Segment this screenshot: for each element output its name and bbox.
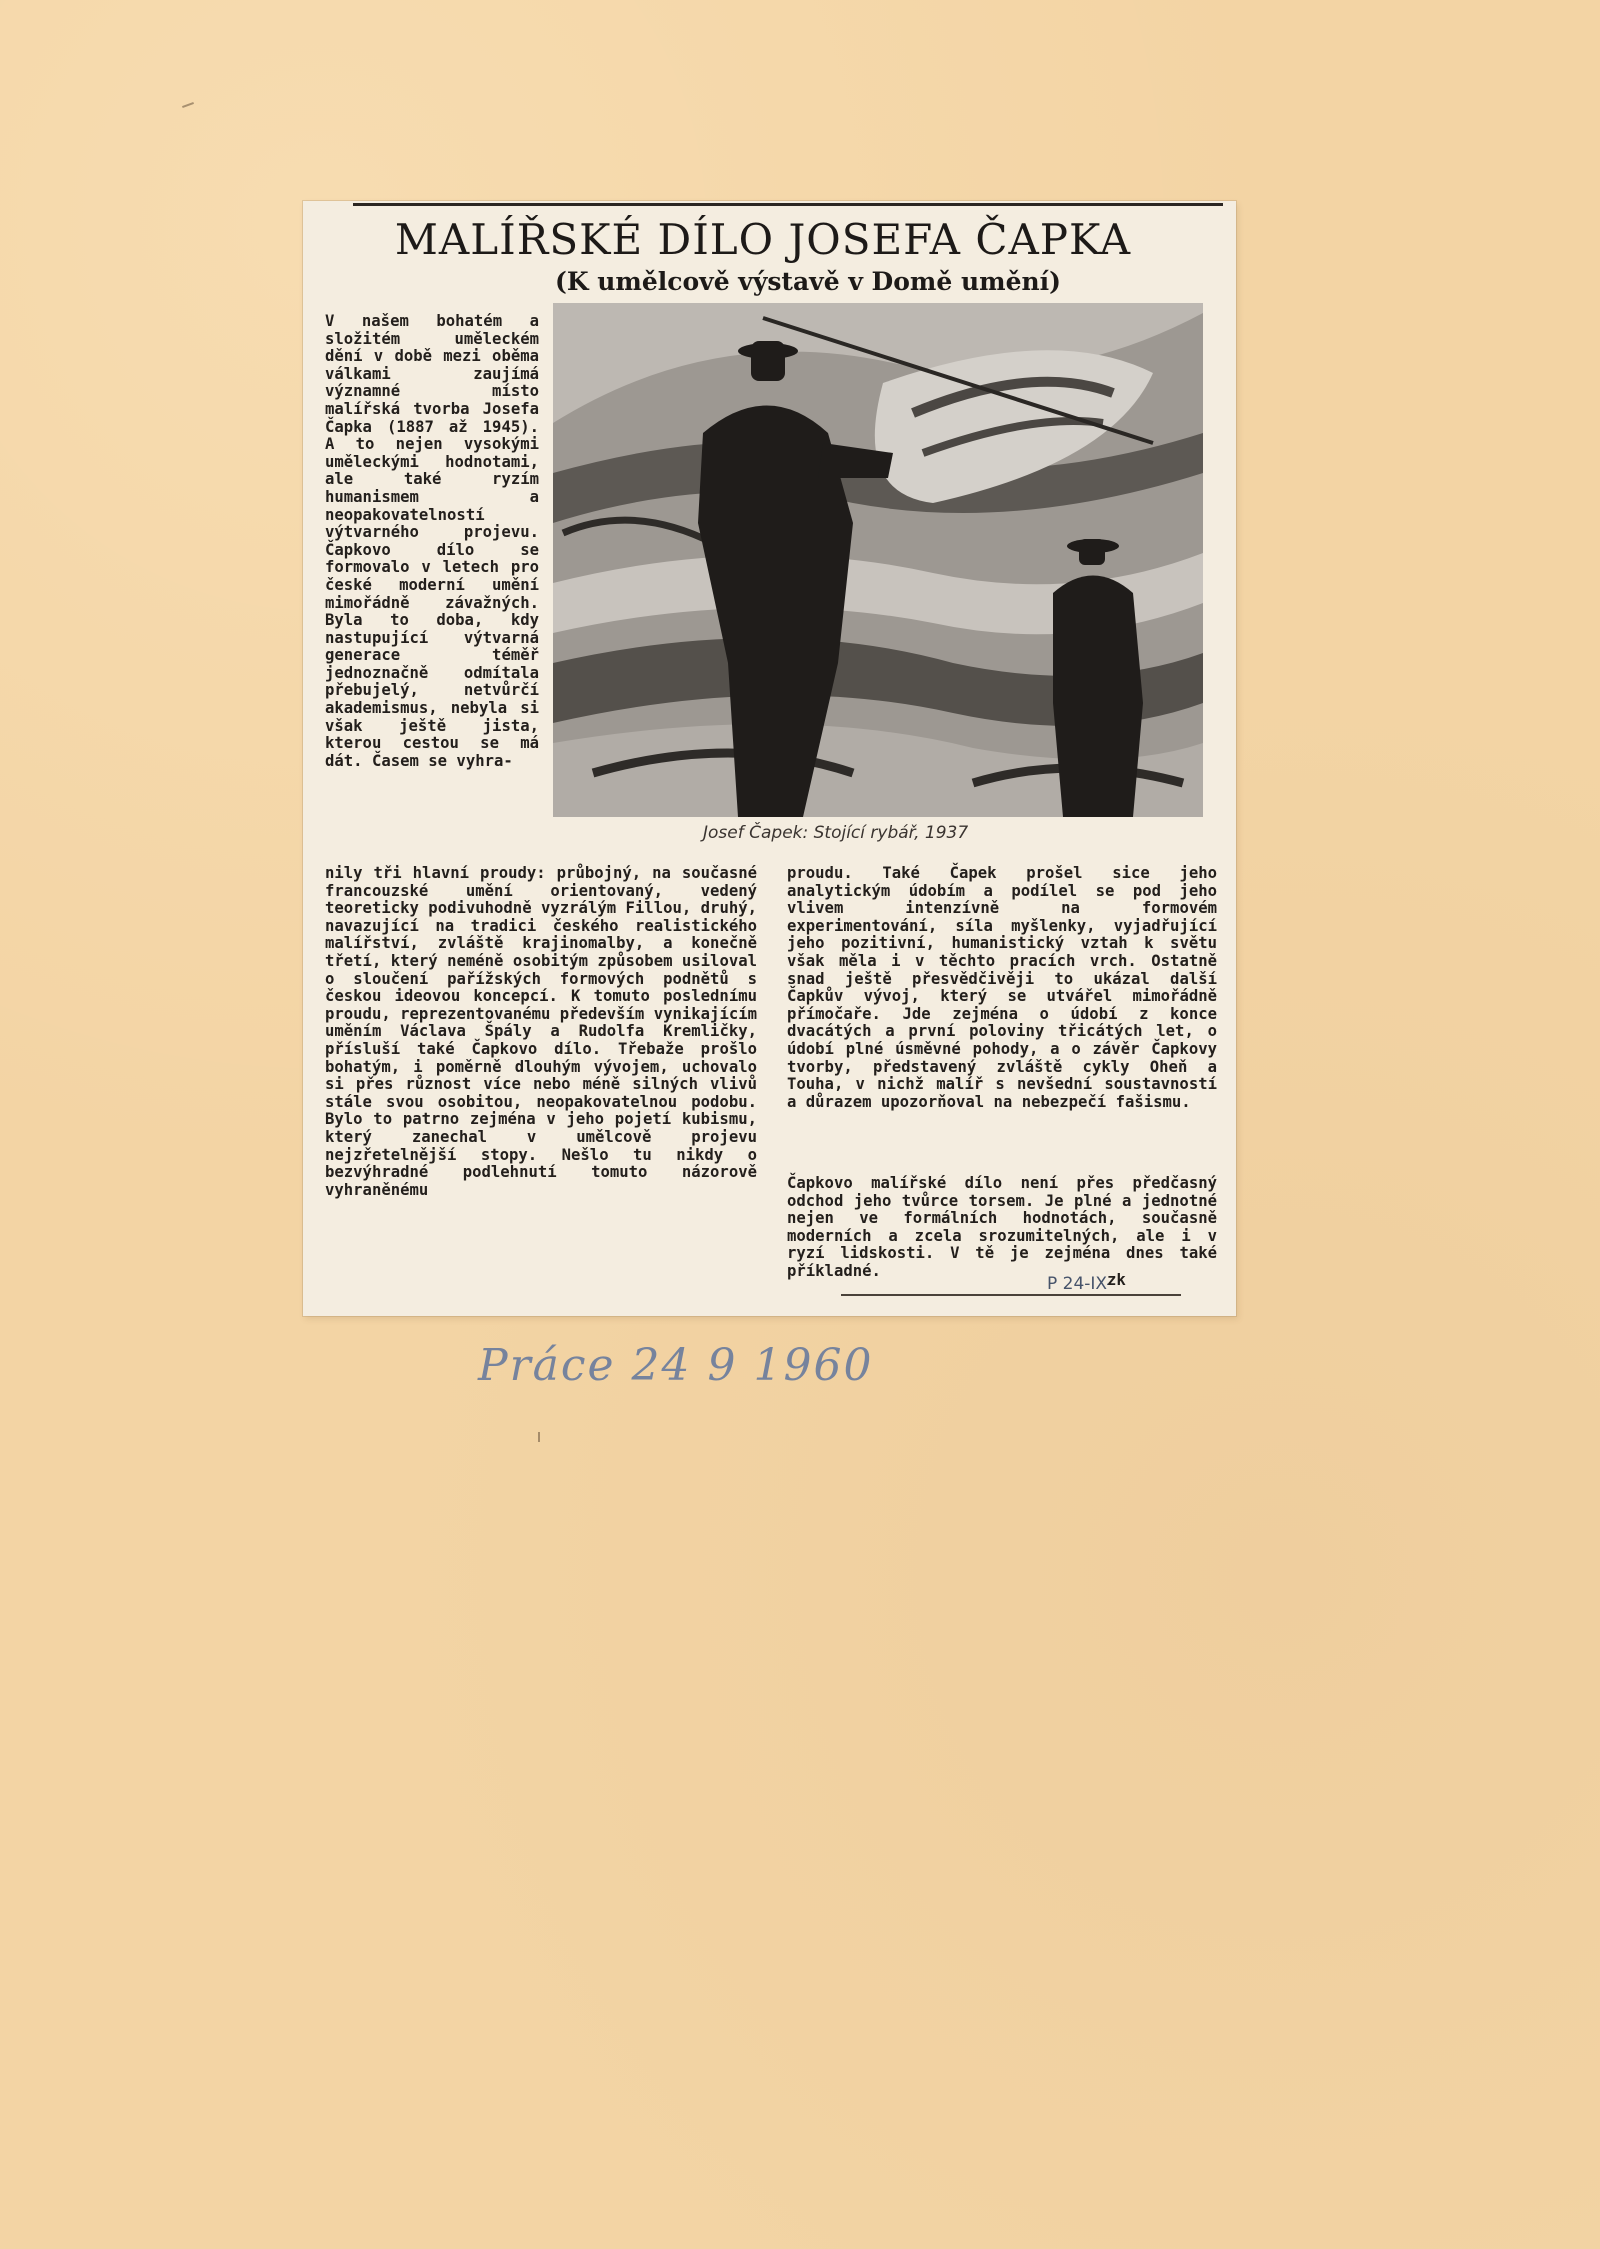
newspaper-clipping bbox=[303, 201, 1236, 1316]
painting-caption: Josef Čapek: Stojící rybář, 1937 bbox=[703, 823, 969, 843]
article-column-3: proudu. Také Čapek prošel sice jeho analytickým údobím a podílel se pod jeho vlivem intenzívně na formovém experimentování, síla myšlenky, vyjadřující jeho pozitivní, humanistický vztah k světu však měla i v těchto pracích vrch. Ostatně snad ještě přesvědčivěji to ukázal další Čapkův vývoj, který se utvářel mimořádně přímočaře. Jde zejména o údobí z konce dvacátých a první poloviny třicátých let, o údobí plné úsměvné pohody, a o závěr Čapkovy tvorby, představený zvláště cykly Oheň a Touha, v nichž malíř s nevšední soustavností a důrazem upozorňoval na nebezpečí fašismu. bbox=[787, 864, 1217, 1111]
date-stamp: P 24-IX- bbox=[1047, 1274, 1113, 1294]
painting-reproduction bbox=[553, 303, 1203, 817]
article-column-2: nily tři hlavní proudy: průbojný, na současné francouzské umění orientovaný, vedený teoreticky podivuhodně vyzrálým Fillou, druhý, navazující na tradici českého realistického malířství, zvláště krajinomalby, a konečně třetí, který neméně osobitým způsobem usiloval o sloučení pařížských formových podnětů s českou ideovou koncepcí. K tomuto poslednímu proudu, reprezentovanému především vynikajícím uměním Václava Špály a Rudolfa Kremličky, přísluší také Čapkovo dílo. Třebaže prošlo bohatým, i poměrně dlouhým vývojem, uchovalo si přes různost více nebo méně silných vlivů stále svou osobitou, neopakovatelnou podobu. Bylo to patrno zejména v jeho pojetí kubismu, který zanechal v umělcově projevu nejzřetelnější stopy. Nešlo tu nikdy o bezvýhradné podlehnutí tomuto názorově vyhraněnému bbox=[325, 864, 757, 1199]
author-initials: zk bbox=[1107, 1271, 1126, 1289]
bottom-rule bbox=[841, 1294, 1181, 1296]
article-subheadline: (K umělcově výstavě v Domě umění) bbox=[554, 267, 1062, 296]
article-column-1: V našem bohatém a složitém uměleckém dění v době mezi oběma válkami zaujímá významné místo malířská tvorba Josefa Čapka (1887 až 1945). A to nejen vysokými uměleckými hodnotami, ale také ryzím humanismem a neopakovatelností výtvarného projevu. Čapkovo dílo se formovalo v letech pro české moderní umění mimořádně závažných. Byla to doba, kdy nastupující výtvarná generace téměř jednoznačně odmítala přebujelý, netvůrčí akademismus, nebyla si však ještě jista, kterou cestou se má dát. Časem se vyhra- bbox=[325, 312, 539, 770]
handwritten-source-note: Práce 24 9 1960 bbox=[478, 1340, 874, 1391]
painting-image bbox=[553, 303, 1203, 817]
top-rule bbox=[353, 203, 1223, 206]
paper-mark bbox=[538, 1432, 540, 1442]
article-headline: MALÍŘSKÉ DÍLO JOSEFA ČAPKA bbox=[394, 215, 1132, 264]
article-column-4: Čapkovo malířské dílo není přes předčasný odchod jeho tvůrce torsem. Je plné a jednotné nejen ve formálních hodnotách, současně moderních a zcela srozumitelných, ale i v ryzí lidskosti. V tě je zejména dnes také příkladné. bbox=[787, 1174, 1217, 1280]
paper-mark bbox=[182, 102, 194, 108]
